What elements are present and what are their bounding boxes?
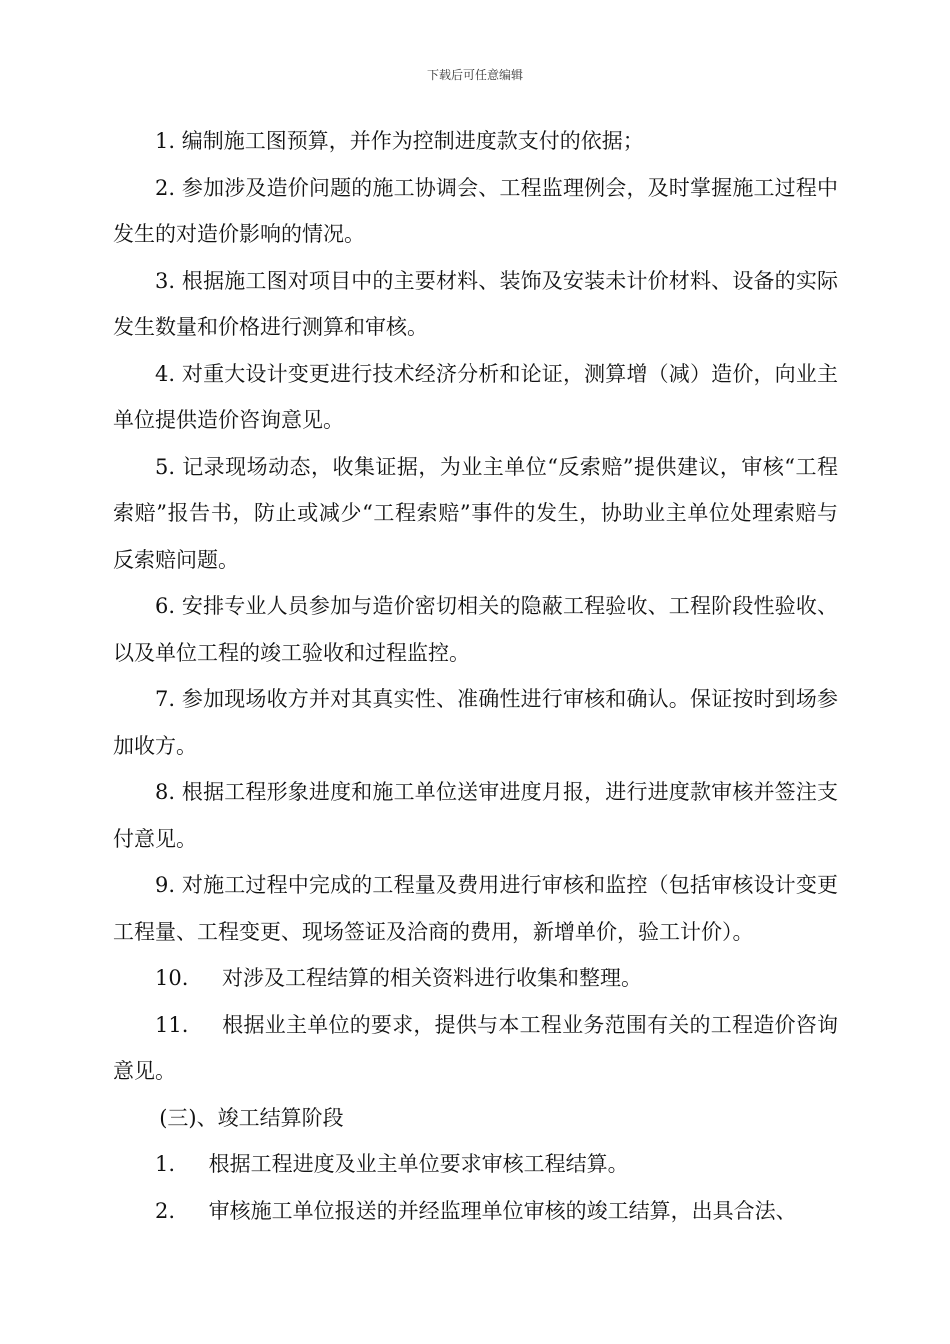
document-body (113, 118, 838, 1234)
list-item (113, 583, 838, 676)
item-number: 11. (155, 1012, 189, 1037)
section-heading: (三)、竣工结算阶段 (159, 1105, 344, 1130)
item-number: 2. (155, 1198, 176, 1223)
list-item (113, 862, 838, 955)
list-item (113, 165, 838, 258)
item-number: 10. (155, 966, 189, 990)
page-header: 下载后可任意编辑 (426, 68, 523, 82)
item-number: 1. (155, 129, 176, 153)
list-item (113, 769, 838, 862)
item-text: 审核施工单位报送的并经监理单位审核的竣工结算，出具合法、 (208, 1198, 797, 1223)
list-item (113, 1188, 838, 1235)
item-number: 6. (155, 594, 176, 618)
item-number: 3. (155, 268, 176, 293)
list-item (113, 1002, 838, 1095)
item-number: 2. (155, 175, 176, 200)
item-text: 参加涉及造价问题的施工协调会、工程监理例会，及时掌握施工过程中发生的对造价影响的情况。 (113, 175, 838, 246)
item-text: 根据工程形象进度和施工单位送审进度月报，进行进度款审核并签注支付意见。 (113, 780, 838, 851)
item-number: 9. (155, 873, 176, 897)
list-item (113, 955, 838, 1002)
item-text: 安排专业人员参加与造价密切相关的隐蔽工程验收、工程阶段性验收、以及单位工程的竣工验收和过程监控。 (113, 594, 838, 665)
item-text: 对涉及工程结算的相关资料进行收集和整理。 (222, 966, 642, 990)
item-number: 8. (155, 780, 176, 804)
item-text: 根据施工图对项目中的主要材料、装饰及安装未计价材料、设备的实际发生数量和价格进行测算和审核。 (113, 268, 838, 339)
item-text: 根据工程进度及业主单位要求审核工程结算。 (208, 1152, 629, 1176)
item-text: 记录现场动态，收集证据，为业主单位“反索赔”提供建议，审核“工程索赔”报告书，防止或减少“工程索赔”事件的发生，协助业主单位处理索赔与反索赔问题。 (113, 454, 838, 572)
list-item (113, 258, 838, 351)
item-text: 对施工过程中完成的工程量及费用进行审核和监控（包括审核设计变更工程量、工程变更、现场签证及洽商的费用，新增单价，验工计价）。 (113, 873, 838, 944)
item-text: 对重大设计变更进行技术经济分析和论证，测算增（减）造价，向业主单位提供造价咨询意见。 (113, 361, 838, 432)
list-item (113, 444, 838, 584)
item-text: 根据业主单位的要求，提供与本工程业务范围有关的工程造价咨询意见。 (113, 1012, 838, 1083)
list-item (113, 118, 838, 165)
item-text: 参加现场收方并对其真实性、准确性进行审核和确认。保证按时到场参加收方。 (113, 687, 838, 758)
item-number: 1. (155, 1152, 176, 1176)
item-number: 7. (155, 687, 176, 711)
item-text: 编制施工图预算，并作为控制进度款支付的依据； (181, 129, 644, 153)
item-number: 5. (155, 454, 176, 479)
list-item (113, 1141, 838, 1188)
item-number: 4. (155, 361, 176, 386)
list-item (113, 676, 838, 769)
list-item (113, 351, 838, 444)
